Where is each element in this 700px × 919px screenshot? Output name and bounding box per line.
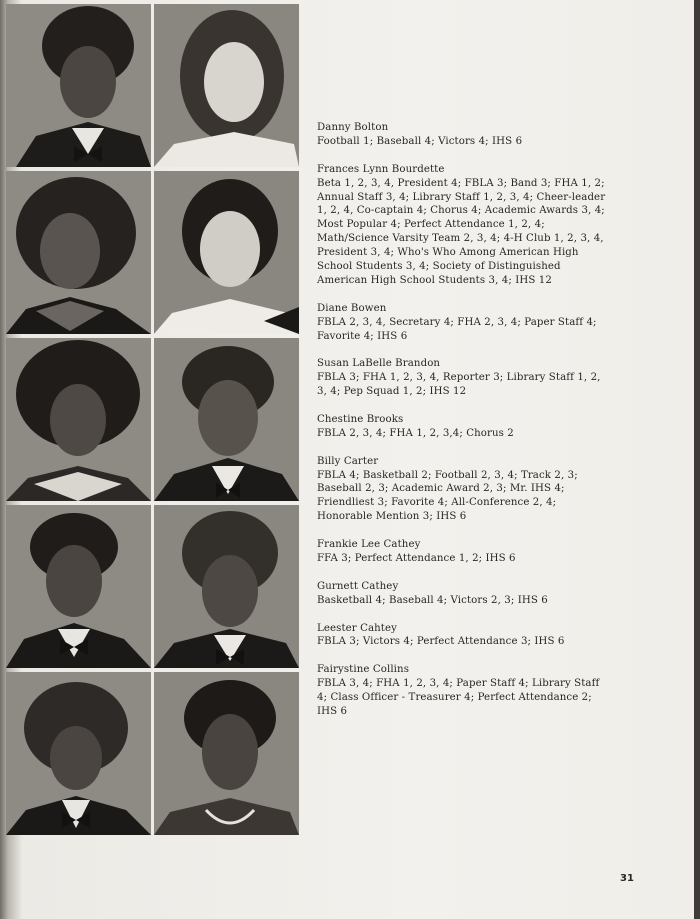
student-name: Fairystine Collins	[317, 664, 410, 676]
student-name: Frankie Lee Cathey	[317, 539, 421, 551]
portrait-female-drape-illustration	[154, 171, 299, 334]
student-name: Leester Cahtey	[317, 622, 397, 634]
portrait-male-tuxedo-illustration	[154, 338, 299, 501]
student-activities: FBLA 2, 3, 4; FHA 1, 2, 3,4; Chorus 2	[317, 427, 514, 439]
student-name: Gurnett Cathey	[317, 580, 399, 592]
portrait-female-drape-illustration	[154, 672, 299, 835]
student-name: Frances Lynn Bourdette	[317, 163, 445, 175]
portrait-photo	[154, 171, 299, 334]
portrait-photo	[6, 338, 151, 501]
student-entry	[317, 163, 607, 288]
student-name: Billy Carter	[317, 455, 379, 467]
student-entry	[317, 121, 607, 149]
student-entry	[317, 663, 607, 719]
student-activities: FFA 3; Perfect Attendance 1, 2; IHS 6	[317, 553, 516, 564]
student-activities: Basketball 4; Baseball 4; Victors 2, 3; IHS 6	[317, 594, 548, 606]
student-entry	[317, 302, 607, 344]
student-activities: Football 1; Baseball 4; Victors 4; IHS 6	[317, 135, 523, 147]
student-entry	[317, 413, 607, 441]
student-name: Chestine Brooks	[317, 413, 404, 425]
portrait-female-drape-illustration	[6, 338, 151, 501]
student-activities: Beta 1, 2, 3, 4, President 4; FBLA 3; Band 3; FHA 1, 2; Annual Staff 3, 4; Library Staff 1, 2, 3, 4; Cheer-leader 1, 2, 4, Co-captain 4; Chorus 4; Academic Awards 3, 4; Most Popular 4; Perfect Attendance 1, 2, 4; Math/Science Varsity Team 2, 3, 4; 4-H Club 1, 2, 3, 4, President 3, 4; Who's Who Among American High School Students 3, 4; Society of Distinguished American High School Students 3, 4; IHS 12	[317, 177, 606, 286]
student-name: Susan LaBelle Brandon	[317, 358, 441, 370]
portrait-grid	[6, 4, 304, 836]
student-name: Danny Bolton	[317, 122, 389, 133]
student-entry	[317, 580, 607, 608]
portrait-male-tuxedo-illustration	[6, 4, 151, 167]
student-entry	[317, 538, 607, 566]
portrait-female-drape-illustration	[154, 4, 299, 167]
portrait-photo	[154, 672, 299, 835]
student-entry	[317, 455, 607, 525]
portrait-photo	[6, 505, 151, 668]
student-entry	[317, 622, 607, 650]
student-entries	[317, 121, 607, 733]
portrait-photo	[154, 505, 299, 668]
student-name: Diane Bowen	[317, 302, 387, 314]
page-edge	[694, 0, 700, 919]
page-number: 31	[620, 873, 634, 884]
student-activities: FBLA 2, 3, 4, Secretary 4; FHA 2, 3, 4; Paper Staff 4; Favorite 4; IHS 6	[317, 316, 597, 342]
student-activities: FBLA 3, 4; FHA 1, 2, 3, 4; Paper Staff 4; Library Staff 4; Class Officer - Treasurer 4; Perfect Attendance 2; IHS 6	[317, 678, 600, 717]
student-entry	[317, 357, 607, 399]
portrait-photo	[6, 171, 151, 334]
student-activities: FBLA 4; Basketball 2; Football 2, 3, 4; Track 2, 3; Baseball 2, 3; Academic Award 2, 3; Mr. IHS 4; Friendliest 3; Favorite 4; All-Conference 2, 4; Honorable Mention 3; IHS 6	[317, 469, 578, 523]
portrait-female-drape-illustration	[6, 171, 151, 334]
portrait-photo	[154, 4, 299, 167]
student-activities: FBLA 3; Victors 4; Perfect Attendance 3; IHS 6	[317, 636, 565, 648]
portrait-photo	[6, 672, 151, 835]
portrait-male-tuxedo-illustration	[154, 505, 299, 668]
portrait-photo	[154, 338, 299, 501]
portrait-male-tuxedo-illustration	[6, 505, 151, 668]
portrait-male-tuxedo-illustration	[6, 672, 151, 835]
portrait-photo	[6, 4, 151, 167]
student-activities: FBLA 3; FHA 1, 2, 3, 4, Reporter 3; Library Staff 1, 2, 3, 4; Pep Squad 1, 2; IHS 12	[317, 372, 601, 398]
